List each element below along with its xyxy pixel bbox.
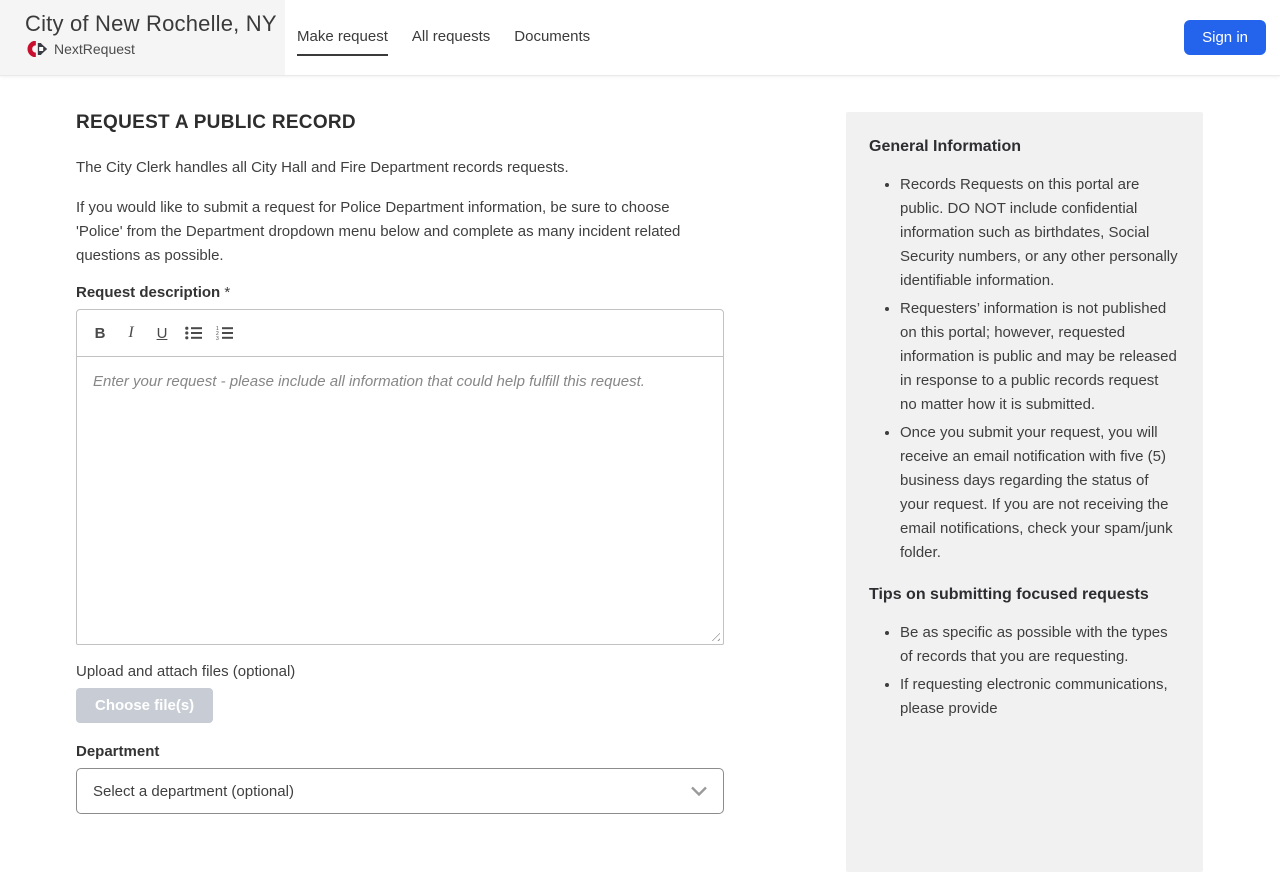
editor-toolbar	[76, 309, 724, 357]
bold-button[interactable]: B	[87, 320, 113, 346]
svg-text:2: 2	[215, 331, 219, 337]
nav-all-requests[interactable]: All requests	[411, 28, 491, 45]
sign-in-button[interactable]: Sign in	[1184, 20, 1266, 55]
brand-block	[0, 0, 285, 75]
required-indicator: *	[224, 284, 231, 301]
list-item: • Be as specific as possible with the types of records that you are requesting.	[900, 621, 1179, 669]
tips-heading: Tips on submitting focused requests	[869, 586, 1149, 603]
nextrequest-logo-icon	[25, 41, 48, 57]
header	[0, 0, 1280, 76]
svg-text:3: 3	[215, 335, 219, 340]
brand-row	[25, 41, 275, 57]
general-information-heading: General Information	[869, 138, 1022, 155]
italic-button[interactable]: I	[118, 320, 144, 346]
list-item: • If requesting electronic communications, please provide	[900, 673, 1179, 721]
request-form	[76, 112, 724, 814]
list-item: • Once you submit your request, you will receive an email notification with five (5) business days regarding the status of your request. If you are not receiving the email notifications, check your spam/junk folder.	[900, 421, 1179, 565]
info-sidebar	[846, 112, 1203, 872]
brand-name: NextRequest	[54, 41, 135, 57]
request-description-placeholder: Enter your request - please include all information that could help fulfill this request.	[93, 373, 645, 390]
tips-list	[869, 621, 1179, 721]
intro-paragraph-2: If you would like to submit a request for Police Department information, be sure to choose 'Police' from the Department dropdown menu below and complete as many incident related questions as possible.	[76, 199, 681, 264]
resize-handle[interactable]	[708, 629, 720, 641]
main-nav	[285, 0, 590, 75]
bullet-list-button[interactable]	[180, 320, 206, 346]
department-selected-value: Select a department (optional)	[93, 782, 294, 800]
chevron-down-icon	[691, 786, 707, 796]
list-item: • Requesters’ information is not published on this portal; however, requested information is public and may be released in response to a public records request no matter how it is submitted.	[900, 297, 1179, 417]
upload-label: Upload and attach files (optional)	[76, 663, 296, 680]
nav-documents[interactable]: Documents	[514, 28, 591, 45]
nav-make-request[interactable]: Make request	[297, 28, 388, 56]
request-description-label: Request description *	[76, 284, 231, 301]
list-item: • Records Requests on this portal are public. DO NOT include confidential information such as birthdates, Social Security numbers, or any other personally identifiable information.	[900, 173, 1179, 293]
intro-paragraph-1: The City Clerk handles all City Hall and Fire Department records requests.	[76, 159, 569, 176]
department-label: Department	[76, 743, 160, 760]
request-description-input[interactable]	[76, 357, 724, 645]
agency-name: City of New Rochelle, NY	[25, 11, 277, 36]
underline-button[interactable]: U	[149, 320, 175, 346]
department-select[interactable]	[76, 768, 724, 814]
numbered-list-button[interactable]	[211, 320, 237, 346]
page-title: REQUEST A PUBLIC RECORD	[76, 112, 356, 133]
general-information-list	[869, 173, 1179, 565]
svg-text:1: 1	[215, 326, 219, 333]
choose-files-button[interactable]: Choose file(s)	[76, 688, 213, 723]
rich-text-editor	[76, 309, 724, 645]
